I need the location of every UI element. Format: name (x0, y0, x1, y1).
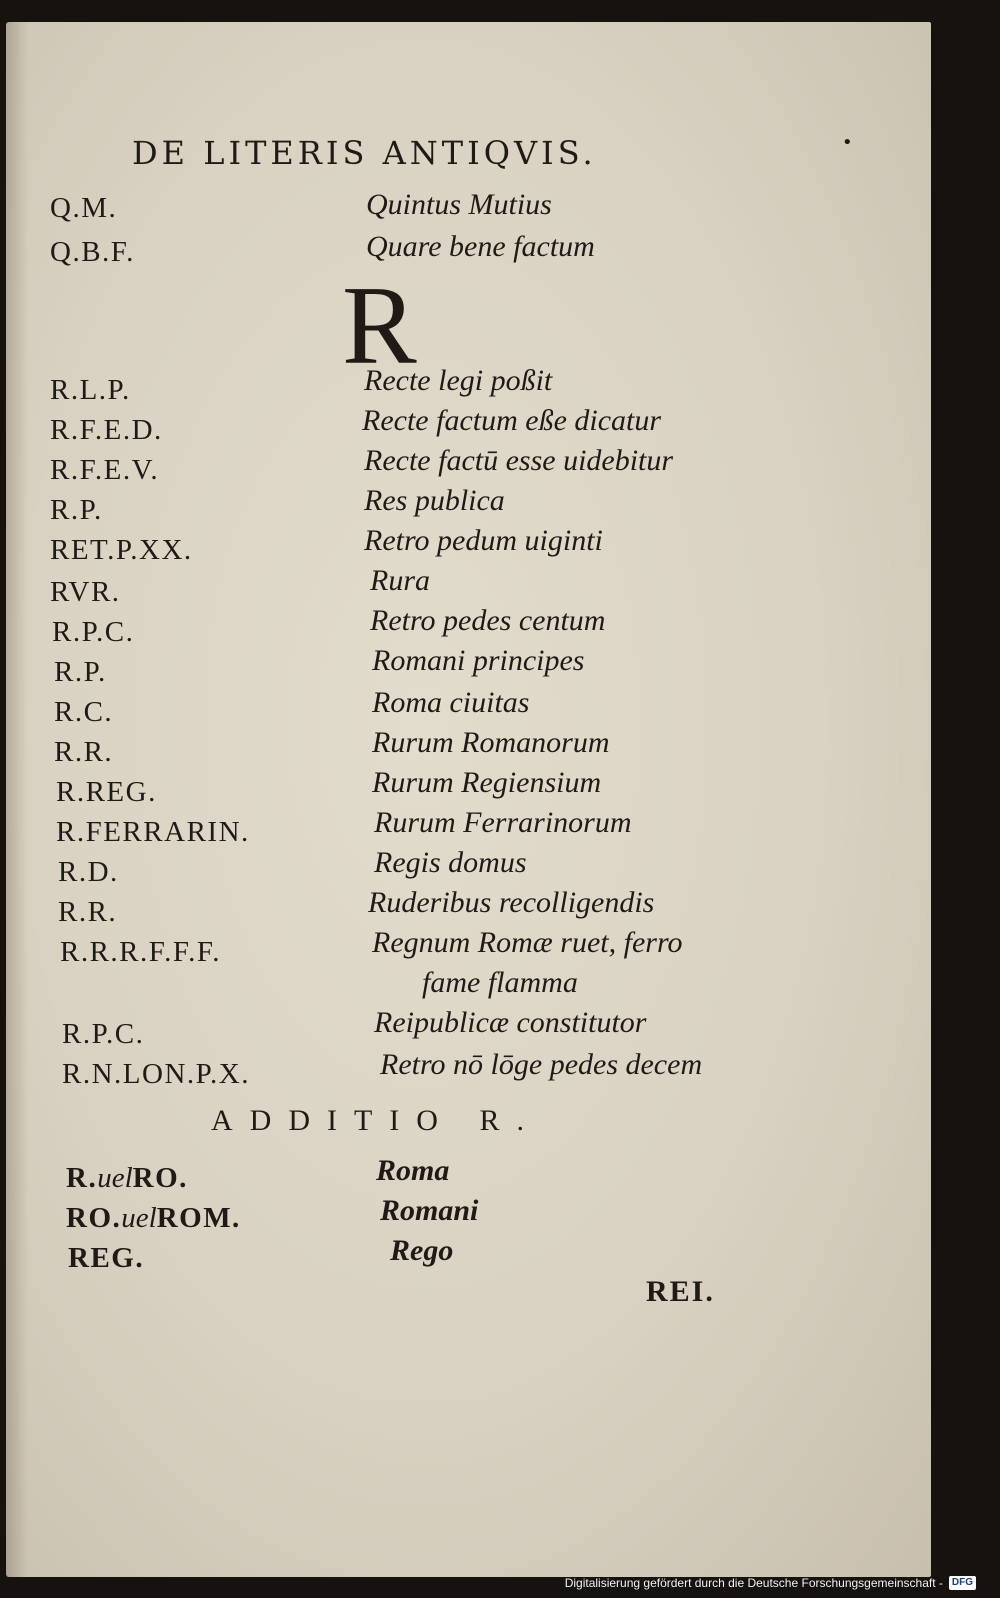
additio-entry-abbr: R.uelRO. (66, 1162, 188, 1194)
dfg-logo-icon: DFG (949, 1576, 976, 1590)
r-entry-abbr: R.P. (54, 656, 107, 688)
r-entry-expansion: Retro pedes centum (370, 604, 606, 637)
footer-credit: Digitalisierung gefördert durch die Deutsche Forschungsgemeinschaft - (564, 1576, 943, 1590)
running-header: DE LITERIS ANTIQVIS. (132, 134, 597, 172)
r-entry-abbr: R.P.C. (62, 1018, 145, 1050)
r-entry-expansion: Reipublicæ constitutor (374, 1006, 647, 1039)
q-entry-expansion: Quintus Mutius (366, 188, 552, 221)
additio-entry-abbr: RO.uelROM. (66, 1202, 241, 1234)
digitization-footer (565, 1574, 976, 1592)
additio-entry-expansion: Roma (376, 1154, 450, 1187)
additio-entry-expansion: Romani (380, 1194, 479, 1227)
catchword: REI. (646, 1275, 715, 1308)
section-initial: R (342, 264, 417, 388)
r-entry-abbr: R.C. (54, 696, 114, 728)
r-entry-abbr: R.REG. (56, 776, 157, 808)
r-entry-continuation: fame flamma (422, 966, 578, 999)
r-entry-expansion: Retro pedum uiginti (364, 524, 603, 557)
r-entry-expansion: Roma ciuitas (372, 686, 530, 719)
r-entry-abbr: R.L.P. (50, 374, 131, 406)
r-entry-expansion: Rurum Regiensium (372, 766, 602, 799)
r-entry-abbr: R.R. (54, 736, 114, 768)
r-entry-expansion: Romani principes (372, 644, 585, 677)
r-entry-expansion: Recte factum eße dicatur (362, 404, 662, 437)
r-entry-expansion: Recte legi poßit (364, 364, 553, 397)
r-entry-expansion: Rurum Romanorum (372, 726, 610, 759)
q-entry-abbr: Q.M. (50, 192, 118, 224)
folio-mark: • (842, 132, 853, 153)
r-entry-abbr: R.FERRARIN. (56, 816, 250, 848)
additio-entry-abbr: REG. (68, 1242, 145, 1274)
r-entry-abbr: RVR. (50, 576, 121, 608)
r-entry-expansion: Rurum Ferrarinorum (374, 806, 632, 839)
r-entry-expansion: Retro nō lōge pedes decem (380, 1048, 703, 1081)
q-entry-abbr: Q.B.F. (50, 236, 135, 268)
r-entry-abbr: R.F.E.V. (50, 454, 160, 486)
r-entry-expansion: Ruderibus recolligendis (368, 886, 655, 919)
r-entry-expansion: Recte factū esse uidebitur (364, 444, 674, 477)
r-entry-abbr: RET.P.XX. (50, 534, 193, 566)
r-entry-abbr: R.P.C. (52, 616, 135, 648)
r-entry-abbr: R.R. (58, 896, 118, 928)
r-entry-abbr: R.P. (50, 494, 103, 526)
r-entry-abbr: R.R.R.F.F.F. (60, 936, 221, 968)
r-entry-abbr: R.F.E.D. (50, 414, 163, 446)
r-entry-expansion: Rura (370, 564, 430, 597)
r-entry-expansion: Regnum Romæ ruet, ferro (372, 926, 683, 959)
q-entry-expansion: Quare bene factum (366, 230, 595, 263)
r-entry-expansion: Regis domus (374, 846, 527, 879)
additio-entry-expansion: Rego (390, 1234, 454, 1267)
r-entry-abbr: R.N.LON.P.X. (62, 1058, 250, 1090)
additio-heading: ADDITIO R. (211, 1104, 541, 1137)
book-page (6, 22, 931, 1577)
r-entry-abbr: R.D. (58, 856, 119, 888)
r-entry-expansion: Res publica (364, 484, 505, 517)
